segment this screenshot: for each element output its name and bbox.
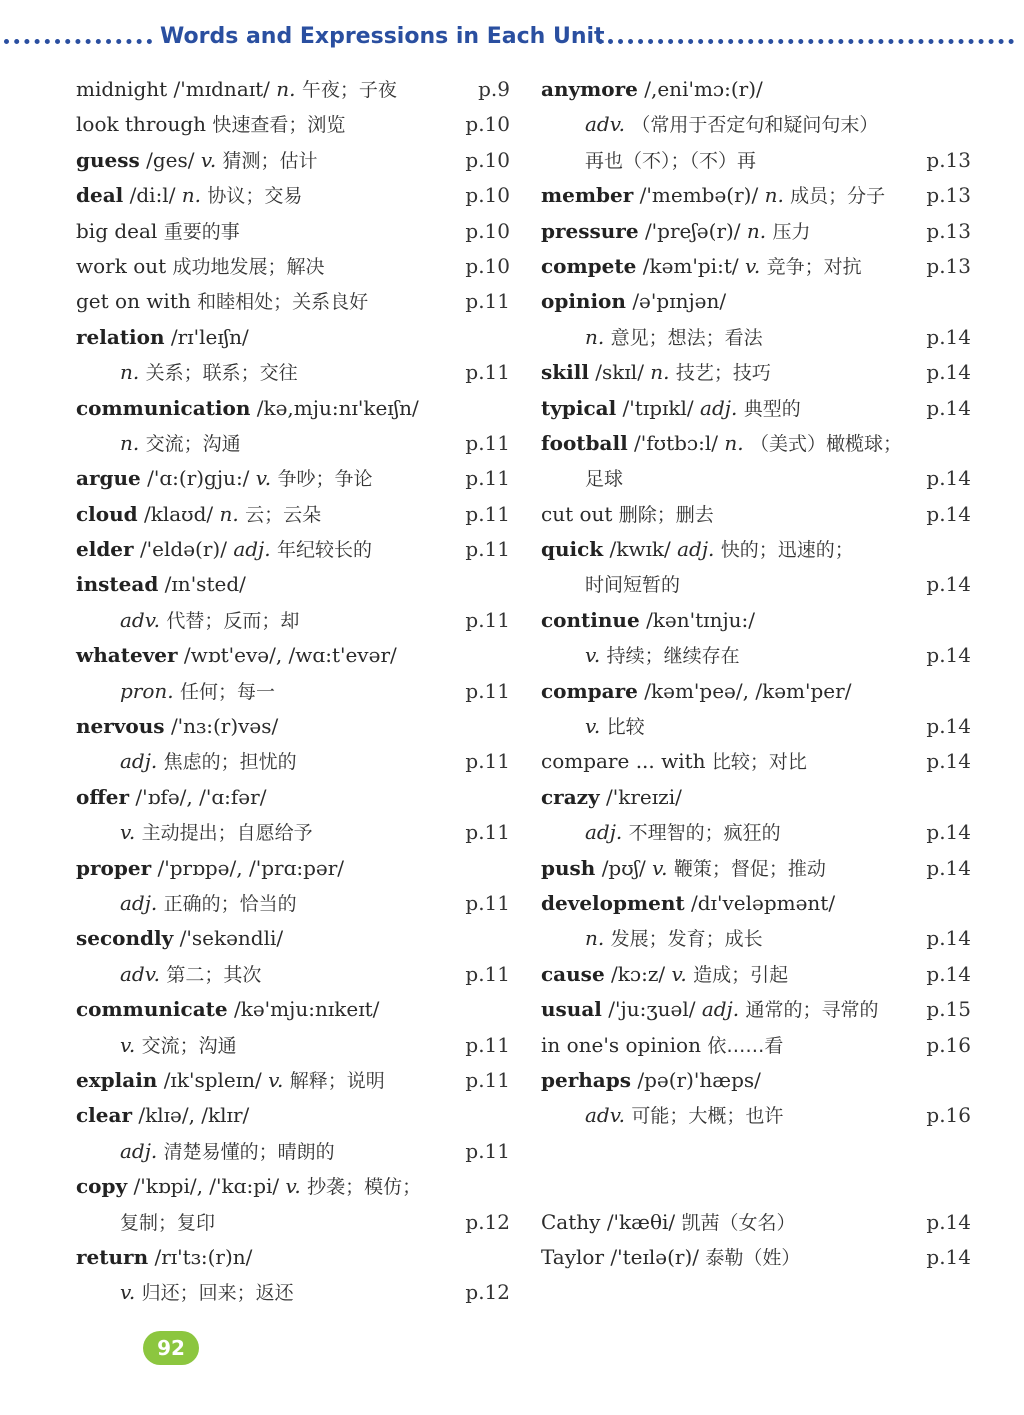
entry-meaning: 快的；迅速的； [720,539,854,562]
entry-pronunciation: /kwɪk/ [609,537,671,562]
entry-continuation [76,957,510,992]
entry-meaning: 成功地发展；解决 [172,255,325,278]
entry-pronunciation: /rɪ'tɜ:(r)n/ [154,1244,253,1269]
entry-pronunciation: /skɪl/ [595,360,644,385]
entry-part-of-speech: n. [181,183,202,208]
left-column [76,72,510,1311]
entry-headword: in one's opinion [541,1032,701,1057]
entry-meaning: 年纪较长的 [276,539,372,562]
entry-headword: cause [541,961,605,986]
vocab-entry [76,1063,510,1098]
entry-pronunciation: /'kæθi/ [606,1209,676,1234]
vocab-entry [541,178,971,213]
entry-page-ref: p.11 [465,1138,510,1163]
entry-headword: work out [76,253,167,278]
vocab-entry [541,851,971,886]
entry-page-ref: p.14 [926,643,971,668]
entry-pronunciation: /,eni'mɔ:(r)/ [644,77,763,101]
entry-pronunciation: /ə'pɪnjən/ [632,289,727,314]
vocab-entry [76,497,510,532]
entry-continuation [76,815,510,850]
header-dots-left [4,39,152,44]
entry-pronunciation: /'nɜ:(r)vəs/ [170,714,279,739]
entry-pronunciation: /kɔ:z/ [611,961,666,986]
entry-pronunciation: /'ɑ:(r)gju:/ [147,466,250,491]
entry-headword: instead [76,572,159,597]
entry-headword: communicate [76,997,228,1022]
entry-pronunciation: /'preʃə(r)/ [644,218,741,243]
entry-continuation [76,1205,510,1240]
entry-pronunciation: /ɪn'sted/ [164,572,246,597]
vocab-entry [76,1098,510,1133]
entry-meaning: 典型的 [743,397,801,420]
entry-headword: football [541,430,628,455]
entry-headword: big deal [76,218,158,243]
entry-pronunciation: /wɒt'evə/, /wɑ:t'evər/ [183,643,397,668]
vocab-entry [76,992,510,1027]
entry-part-of-speech: v. [285,1174,301,1199]
entry-meaning: 造成；引起 [693,963,789,986]
vocab-entry [76,72,510,107]
entry-part-of-speech: v. [120,820,136,845]
entry-meaning: 再也（不）；（不）再 [585,149,757,172]
vocab-entry [541,391,971,426]
entry-part-of-speech: n. [120,430,140,455]
entry-headword: proper [76,855,152,880]
vocab-entry [541,744,971,779]
entry-headword: return [76,1244,149,1269]
entry-headword: perhaps [541,1067,631,1092]
entry-page-ref: p.11 [465,890,510,915]
header-title: Words and Expressions in Each Unit [160,24,605,49]
entry-meaning: 持续；继续存在 [606,645,740,668]
entry-headword: whatever [76,643,178,668]
entry-page-ref: p.14 [926,466,971,491]
entry-page-ref: p.13 [926,183,971,208]
entry-part-of-speech: adj. [233,537,271,562]
entry-page-ref: p.14 [926,855,971,880]
vocab-entry [541,886,971,921]
entry-page-ref: p.13 [926,147,971,172]
entry-meaning: 和睦相处；关系良好 [197,291,369,314]
entry-meaning: 猜测；估计 [222,149,318,172]
entry-part-of-speech: v. [255,466,272,491]
entry-headword: clear [76,1103,132,1128]
entry-page-ref: p.12 [465,1209,510,1234]
vocab-entry [541,957,971,992]
entry-continuation [76,426,510,461]
entry-part-of-speech: v. [744,253,761,278]
entry-meaning: 复制；复印 [120,1211,216,1234]
entry-meaning: 不理智的；疯狂的 [628,822,781,845]
entry-part-of-speech: adj. [700,395,738,420]
vocab-entry [76,320,510,355]
entry-page-ref: p.10 [465,147,510,172]
entry-part-of-speech: v. [120,1032,136,1057]
entry-meaning: 关系；联系；交往 [145,362,298,385]
vocab-entry [76,1169,510,1204]
entry-continuation [541,638,971,673]
entry-page-ref: p.11 [465,1032,510,1057]
entry-continuation [541,320,971,355]
vocab-entry [541,249,971,284]
entry-pronunciation: /'tɪpɪkl/ [622,395,694,420]
entry-meaning: 技艺；技巧 [675,362,771,385]
entry-continuation [76,1028,510,1063]
entry-pronunciation: /'kɒpi/, /'kɑ:pi/ [133,1174,280,1199]
entry-pronunciation: /'eldə(r)/ [139,537,227,562]
entry-headword: quick [541,537,604,562]
entry-headword: anymore [541,77,638,101]
entry-headword: elder [76,537,134,562]
entry-meaning: 云；云朵 [245,503,322,526]
entry-meaning: 争吵；争论 [277,468,373,491]
entry-page-ref: p.10 [465,218,510,243]
vocab-entry [76,143,510,178]
entry-continuation [76,603,510,638]
entry-meaning: 主动提出；自愿给予 [141,822,313,845]
entry-headword: argue [76,466,141,491]
entry-page-ref: p.13 [926,253,971,278]
entry-part-of-speech: n. [650,360,670,385]
entry-part-of-speech: adj. [677,537,715,562]
entry-continuation [76,1134,510,1169]
entry-page-ref: p.10 [465,112,510,137]
entry-pronunciation: /'ɒfə/, /'ɑ:fər/ [135,784,267,809]
entry-meaning: 重要的事 [163,220,240,243]
entry-continuation [76,674,510,709]
entry-headword: opinion [541,289,626,314]
entry-continuation [541,921,971,956]
entry-headword: communication [76,395,251,420]
entry-continuation [76,744,510,779]
entry-meaning: 可能；大概；也许 [631,1105,784,1128]
entry-headword: skill [541,360,589,385]
vocab-entry [541,497,971,532]
vocab-entry [76,780,510,815]
entry-page-ref: p.14 [926,714,971,739]
entry-part-of-speech: v. [652,855,668,880]
entry-page-ref: p.14 [926,501,971,526]
entry-part-of-speech: adj. [120,749,158,774]
entry-continuation [541,143,971,178]
entry-pronunciation: /kəm'pi:t/ [642,253,739,278]
entry-page-ref: p.14 [926,360,971,385]
entry-page-ref: p.14 [926,324,971,349]
entry-meaning: 意见；想法；看法 [610,326,763,349]
entry-pronunciation: /kə,mju:nɪ'keɪʃn/ [256,395,419,420]
entry-pronunciation: /'mɪdnaɪt/ [173,77,270,101]
vocab-entry [541,284,971,319]
entry-headword: deal [76,183,124,208]
entry-part-of-speech: adj. [120,890,158,915]
entry-page-ref: p.10 [465,253,510,278]
entry-meaning: 成员；分子 [790,185,886,208]
entry-page-ref: p.9 [478,77,510,101]
entry-meaning: 竞争；对抗 [766,255,862,278]
vocab-entry [541,1028,971,1063]
vocab-entry [76,638,510,673]
entry-page-ref: p.13 [926,218,971,243]
entry-meaning: 归还；回来；返还 [141,1282,294,1305]
entry-headword: offer [76,784,130,809]
entry-headword: cloud [76,501,138,526]
entry-headword: relation [76,324,165,349]
vocab-entry [541,674,971,709]
entry-page-ref: p.14 [926,1209,971,1234]
vocab-entry [76,709,510,744]
entry-page-ref: p.16 [926,1032,971,1057]
entry-meaning: 午夜；子夜 [301,79,397,101]
vocab-entry [541,426,971,461]
vocab-entry [541,214,971,249]
entry-meaning: 足球 [585,468,624,491]
vocab-entry [541,1063,971,1098]
vocab-entry [541,72,971,107]
entry-pronunciation: /kəm'peə/, /kəm'per/ [644,678,852,703]
entry-part-of-speech: n. [219,501,239,526]
entry-part-of-speech: adj. [585,820,623,845]
entry-meaning: 任何；每一 [180,680,276,703]
entry-continuation [76,355,510,390]
entry-meaning: 比较 [606,716,645,739]
entry-part-of-speech: adv. [120,607,161,632]
entry-part-of-speech: n. [724,430,744,455]
entry-headword: typical [541,395,617,420]
entry-meaning: 鞭策；督促；推动 [673,857,826,880]
entry-part-of-speech: pron. [120,678,174,703]
vocab-entry [541,532,971,567]
entry-meaning: 抄袭；模仿； [307,1176,422,1199]
entry-page-ref: p.14 [926,395,971,420]
entry-headword: secondly [76,926,174,951]
vocab-entry [76,249,510,284]
entry-pronunciation: /ges/ [146,147,195,172]
vocab-entry [76,107,510,142]
vocab-entry [76,391,510,426]
page-number-badge: 92 [143,1331,199,1365]
entry-page-ref: p.11 [465,360,510,385]
entry-pronunciation: /'sekəndli/ [179,926,284,951]
vocab-entry [541,603,971,638]
entry-headword: crazy [541,784,600,809]
entry-meaning: 第二；其次 [166,963,262,986]
entry-pronunciation: /ɪk'spleɪn/ [163,1067,262,1092]
entry-headword: guess [76,147,140,172]
entry-page-ref: p.11 [465,820,510,845]
entry-pronunciation: /dɪ'veləpmənt/ [691,890,836,915]
entry-meaning: 协议；交易 [207,185,303,208]
entry-pronunciation: /klaʊd/ [144,501,214,526]
entry-part-of-speech: v. [268,1067,284,1092]
entry-page-ref: p.14 [926,749,971,774]
entry-meaning: 比较；对比 [711,751,807,774]
entry-headword: explain [76,1067,158,1092]
entry-headword: get on with [76,289,191,314]
entry-meaning: 清楚易懂的；晴朗的 [163,1140,335,1163]
entry-part-of-speech: n. [276,77,296,101]
vocab-entry [76,851,510,886]
entry-meaning: 焦虑的；担忧的 [163,751,297,774]
vocab-entry [541,355,971,390]
entry-headword: look through [76,112,207,137]
entry-part-of-speech: n. [585,324,605,349]
entry-continuation [541,567,971,602]
entry-pronunciation: /'membə(r)/ [639,183,759,208]
entry-page-ref: p.11 [465,289,510,314]
entry-continuation [76,886,510,921]
entry-page-ref: p.14 [926,572,971,597]
entry-meaning: 通常的；寻常的 [745,999,879,1022]
entry-pronunciation: /klɪə/, /klɪr/ [138,1103,250,1128]
entry-pronunciation: /'teɪlə(r)/ [610,1245,700,1270]
entry-part-of-speech: adv. [585,112,626,137]
entry-pronunciation: /pə(r)'hæps/ [637,1067,761,1092]
entry-page-ref: p.14 [926,820,971,845]
entry-pronunciation: /'ju:ʒuəl/ [608,997,696,1022]
entry-continuation [541,107,971,142]
entry-part-of-speech: v. [200,147,217,172]
entry-pronunciation: /rɪ'leɪʃn/ [170,324,249,349]
entry-part-of-speech: n. [746,218,767,243]
entry-page-ref: p.11 [465,678,510,703]
entry-part-of-speech: n. [585,926,605,951]
entry-continuation [541,709,971,744]
entry-headword: cut out [541,501,613,526]
entry-page-ref: p.11 [465,501,510,526]
entry-part-of-speech: adj. [701,997,740,1022]
entry-meaning: 压力 [772,220,811,243]
entry-headword: nervous [76,714,165,739]
entry-meaning: 时间短暂的 [585,574,681,597]
entry-part-of-speech: n. [764,183,784,208]
entry-headword: midnight [76,77,168,101]
entry-part-of-speech: adv. [585,1103,626,1128]
entry-headword: copy [76,1174,128,1199]
entry-meaning: 泰勒（姓） [705,1247,801,1270]
entry-headword: compare [541,678,638,703]
entry-spacer [541,1134,971,1205]
vocab-entry [76,214,510,249]
entry-headword: member [541,183,634,208]
entry-headword: pressure [541,218,639,243]
entry-part-of-speech: n. [120,360,140,385]
entry-page-ref: p.11 [465,749,510,774]
entry-continuation [76,1275,510,1310]
entry-page-ref: p.11 [465,466,510,491]
entry-headword: compete [541,253,637,278]
entry-pronunciation: /kə'mju:nɪkeɪt/ [233,997,380,1022]
entry-headword: usual [541,997,602,1022]
entry-meaning: 交流；沟通 [141,1034,237,1057]
entry-meaning: 正确的；恰当的 [163,892,297,915]
entry-meaning: （常用于否定句和疑问句末） [631,114,879,137]
entry-page-ref: p.14 [926,926,971,951]
vocab-entry [541,1240,971,1275]
entry-continuation [541,461,971,496]
entry-meaning: （美式）橄榄球； [749,432,902,455]
entry-headword: compare ... with [541,749,706,774]
entry-headword: development [541,890,685,915]
entry-part-of-speech: v. [585,714,601,739]
entry-part-of-speech: adj. [120,1138,158,1163]
entry-continuation [541,815,971,850]
entry-part-of-speech: v. [585,643,601,668]
entry-part-of-speech: v. [671,961,687,986]
entry-part-of-speech: adv. [120,961,161,986]
entry-continuation [541,1098,971,1133]
entry-meaning: 交流；沟通 [145,432,241,455]
right-column [541,72,971,1276]
entry-page-ref: p.14 [926,961,971,986]
entry-pronunciation: /'kreɪzi/ [606,784,682,809]
vocab-entry [541,780,971,815]
entry-page-ref: p.11 [465,1067,510,1092]
entry-meaning: 凯茜（女名） [681,1211,796,1234]
entry-headword: Cathy [541,1209,601,1234]
entry-pronunciation: /pʊʃ/ [601,855,646,880]
entry-meaning: 发展；发育；成长 [610,928,763,951]
entry-page-ref: p.14 [926,1245,971,1270]
entry-meaning: 代替；反而；却 [166,609,300,632]
entry-page-ref: p.15 [926,997,971,1022]
entry-part-of-speech: v. [120,1280,136,1305]
entry-pronunciation: /kən'tɪnju:/ [646,607,756,632]
vocab-entry [76,921,510,956]
vocab-entry [541,1205,971,1240]
page-header [0,22,1024,58]
entry-page-ref: p.11 [465,537,510,562]
header-dots-right [598,39,1014,44]
entry-pronunciation: /'prɒpə/, /'prɑ:pər/ [157,855,345,880]
entry-meaning: 解释；说明 [289,1069,385,1092]
entry-page-ref: p.12 [465,1280,510,1305]
entry-page-ref: p.11 [465,961,510,986]
entry-headword: continue [541,607,640,632]
vocab-entry [76,284,510,319]
vocab-entry [76,567,510,602]
entry-headword: push [541,855,596,880]
vocab-entry [76,178,510,213]
entry-page-ref: p.11 [465,607,510,632]
entry-page-ref: p.10 [465,183,510,208]
entry-meaning: 快速查看；浏览 [212,114,346,137]
entry-page-ref: p.11 [465,430,510,455]
vocab-entry [76,1240,510,1275]
entry-meaning: 删除；删去 [618,503,714,526]
vocab-entry [76,461,510,496]
entry-meaning: 依……看 [707,1034,784,1057]
vocab-entry [76,532,510,567]
entry-pronunciation: /'fʊtbɔ:l/ [634,430,718,455]
vocab-entry [541,992,971,1027]
entry-pronunciation: /di:l/ [129,183,176,208]
entry-headword: Taylor [541,1245,605,1270]
entry-page-ref: p.16 [926,1103,971,1128]
